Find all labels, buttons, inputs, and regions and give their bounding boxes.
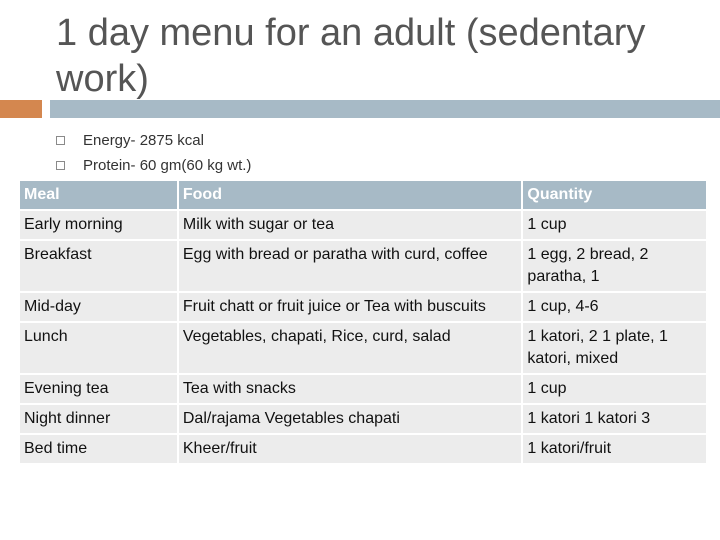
food-cell: Egg with bread or paratha with curd, coffee	[179, 241, 522, 291]
table-header-row	[20, 181, 706, 209]
page-title: 1 day menu for an adult (sedentary work)	[56, 12, 646, 100]
quantity-cell: 1 cup, 4-6	[523, 293, 706, 321]
table-row	[20, 375, 706, 403]
quantity-cell: 1 katori 1 katori 3	[523, 405, 706, 433]
table-row	[20, 293, 706, 321]
food-cell: Tea with snacks	[179, 375, 522, 403]
bullet-text: Protein- 60 gm(60 kg wt.)	[83, 156, 252, 174]
column-header-quantity: Quantity	[523, 181, 706, 209]
quantity-cell: 1 cup	[523, 211, 706, 239]
bullet-item-protein	[56, 153, 251, 178]
quantity-cell: 1 cup	[523, 375, 706, 403]
food-cell: Fruit chatt or fruit juice or Tea with buscuits	[179, 293, 522, 321]
meal-cell: Breakfast	[20, 241, 177, 291]
meal-cell: Early morning	[20, 211, 177, 239]
food-cell: Milk with sugar or tea	[179, 211, 522, 239]
menu-table	[18, 179, 708, 465]
accent-bar-blue	[50, 100, 720, 118]
table-row	[20, 241, 706, 291]
meal-cell: Evening tea	[20, 375, 177, 403]
quantity-cell: 1 katori, 2 1 plate, 1 katori, mixed	[523, 323, 706, 373]
table-row	[20, 435, 706, 463]
meal-cell: Mid-day	[20, 293, 177, 321]
food-cell: Dal/rajama Vegetables chapati	[179, 405, 522, 433]
square-bullet-icon	[56, 161, 65, 170]
table-row	[20, 211, 706, 239]
square-bullet-icon	[56, 136, 65, 145]
food-cell: Vegetables, chapati, Rice, curd, salad	[179, 323, 522, 373]
meal-cell: Lunch	[20, 323, 177, 373]
bullet-list	[56, 128, 251, 178]
column-header-food: Food	[179, 181, 522, 209]
table-row	[20, 405, 706, 433]
column-header-meal: Meal	[20, 181, 177, 209]
meal-cell: Bed time	[20, 435, 177, 463]
bullet-text: Energy- 2875 kcal	[83, 131, 204, 149]
quantity-cell: 1 egg, 2 bread, 2 paratha, 1	[523, 241, 706, 291]
quantity-cell: 1 katori/fruit	[523, 435, 706, 463]
table-row	[20, 323, 706, 373]
food-cell: Kheer/fruit	[179, 435, 522, 463]
meal-cell: Night dinner	[20, 405, 177, 433]
accent-bar-orange	[0, 100, 42, 118]
bullet-item-energy	[56, 128, 251, 153]
